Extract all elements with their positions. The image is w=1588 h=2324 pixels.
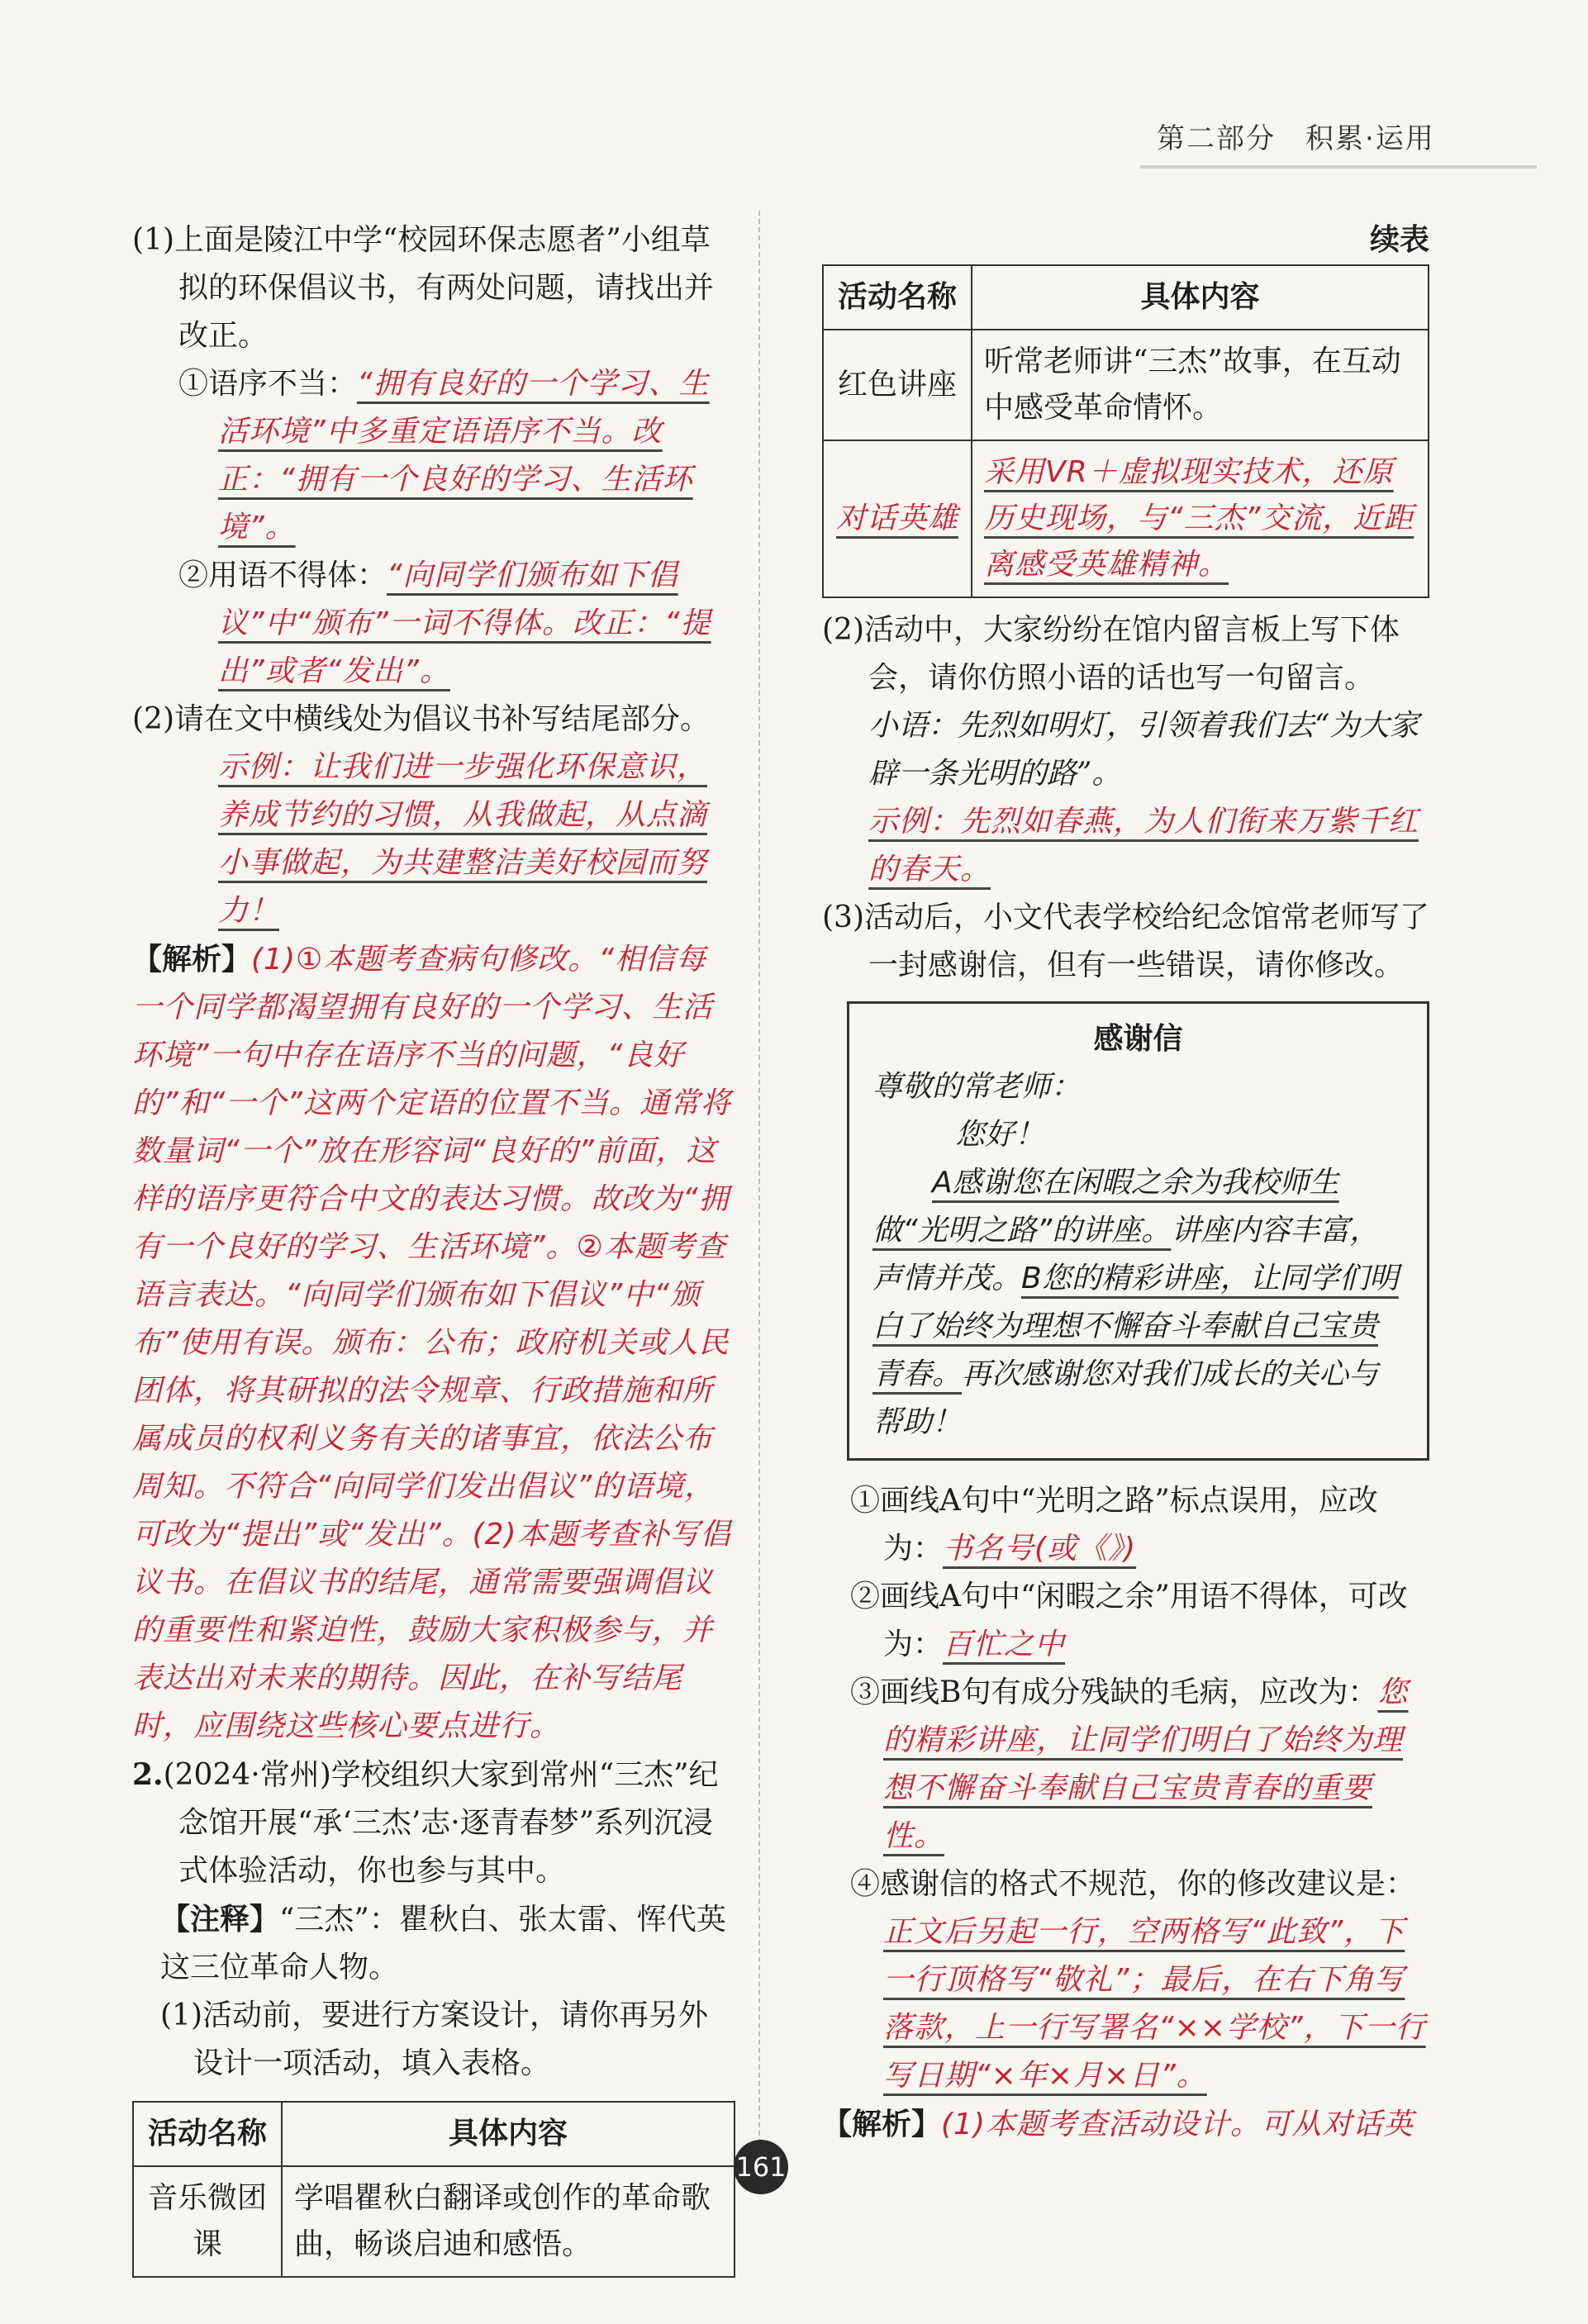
q2-stem bbox=[132, 1751, 735, 1895]
analysis-label-2: 【解析】 bbox=[822, 2107, 942, 2141]
continued-label: 续表 bbox=[1369, 223, 1429, 257]
q1-1-a bbox=[132, 360, 735, 552]
q2-1-stem: (1)活动前，要进行方案设计，请你再另外设计一项活动，填入表格。 bbox=[160, 1998, 708, 2080]
analysis-1 bbox=[132, 935, 735, 1751]
activity-table bbox=[132, 2101, 735, 2278]
q2-stem-text: (2024·常州)学校组织大家到常州“三杰”纪念馆开展“承‘三杰’志·逐青春梦”系列沉浸式体验活动，你也参与其中。 bbox=[163, 1758, 719, 1888]
sub-q2-answer: 百忙之中 bbox=[943, 1628, 1066, 1661]
letter-sentence-b: B您的精彩讲座，让同学们明白了始终为理想不懈奋斗奉献自己宝贵青春。 bbox=[872, 1262, 1399, 1391]
activity-name-answer: 对话英雄 bbox=[823, 440, 972, 597]
analysis-text-2: (1)本题考查活动设计。可从对话英 bbox=[941, 2108, 1414, 2141]
col-content: 具体内容 bbox=[282, 2102, 735, 2166]
analysis-label: 【解析】 bbox=[132, 942, 252, 977]
sub-q3 bbox=[822, 1669, 1429, 1861]
activity-table-continued bbox=[822, 264, 1429, 598]
q1-2-stem: (2)请在文中横线处为倡议书补写结尾部分。 bbox=[132, 702, 710, 736]
right-column bbox=[822, 216, 1429, 2149]
q1-1-a-label: ①语序不当： bbox=[178, 367, 358, 401]
letter-sentence-a: A感谢您在闲暇之余为我校师生做“光明之路”的讲座。 bbox=[872, 1166, 1339, 1248]
note-text: “三杰”：瞿秋白、张太雷、恽代英这三位革命人物。 bbox=[160, 1903, 726, 1984]
activity-name-cell: 红色讲座 bbox=[823, 330, 972, 440]
table-header-row bbox=[133, 2102, 735, 2166]
q1-1-b bbox=[132, 552, 735, 696]
q2-number: 2. bbox=[132, 1757, 164, 1792]
q2-2-answer: 示例：先烈如春燕，为人们衔来万紫千红的春天。 bbox=[868, 805, 1419, 886]
letter-title: 感谢信 bbox=[1093, 1022, 1183, 1056]
analysis-text: (1)①本题考查病句修改。“相信每一个同学都渴望拥有良好的一个学习、生活环境”一句中存在语序不当的问题，“良好的”和“一个”这两个定语的位置不当。通常将数量词“一个”放在形容词“良好的”前面，这样的语序更符合中文的表达习惯。故改为“拥有一个良好的学习、生活环境”。②本题考查语言表达。“向同学们颁布如下倡议”中“颁布”使用有误。颁布：公布；政府机关或人民团体，将其研拟的法令规章、行政措施和所属成员的权利义务有关的诸事宜，依法公布周知。不符合“向同学们发出倡议”的语境，可改为“提出”或“发出”。(2)本题考查补写倡议书。在倡议书的结尾，通常需要强调倡议的重要性和紧迫性，鼓励大家积极参与，并表达出对未来的期待。因此，在补写结尾时，应围绕这些核心要点进行。 bbox=[132, 943, 731, 1743]
q2-3-stem: (3)活动后，小文代表学校给纪念馆常老师写了一封感谢信，但有一些错误，请你修改。 bbox=[822, 901, 1429, 982]
table-row bbox=[823, 330, 1429, 440]
thank-you-letter bbox=[847, 1001, 1429, 1461]
sub-q2 bbox=[822, 1573, 1429, 1669]
col-activity-name: 活动名称 bbox=[133, 2102, 282, 2166]
q1-1-stem: (1)上面是陵江中学“校园环保志愿者”小组草拟的环保倡议书，有两处问题，请找出并改正。 bbox=[132, 223, 715, 353]
sub-q1-answer: 书名号(或《》) bbox=[943, 1532, 1137, 1566]
letter-end: 再次感谢您对我们成长的关心与帮助！ bbox=[872, 1357, 1379, 1439]
note bbox=[132, 1895, 735, 1992]
q2-2-example: 小语：先烈如明灯，引领着我们去“为大家辟一条光明的路”。 bbox=[868, 709, 1419, 791]
activity-content-cell: 听常老师讲“三杰”故事，在互动中感受革命情怀。 bbox=[972, 330, 1429, 440]
analysis-2 bbox=[822, 2100, 1429, 2149]
sub-q1-text: ①画线A句中“光明之路”标点误用，应改为： bbox=[850, 1484, 1378, 1566]
page-header: 第二部分 积累·运用 bbox=[1157, 122, 1435, 155]
col-activity-name: 活动名称 bbox=[823, 265, 972, 330]
letter-mid: 讲座内容丰富，声情并茂。 bbox=[872, 1214, 1380, 1295]
sub-q2-text: ②画线A句中“闲暇之余”用语不得体，可改为： bbox=[850, 1580, 1408, 1661]
sub-q4 bbox=[822, 1861, 1429, 2100]
q2-2-stem: (2)活动中，大家纷纷在馆内留言板上写下体会，请你仿照小语的话也写一句留言。 bbox=[822, 613, 1400, 695]
sub-q1 bbox=[822, 1477, 1429, 1573]
q1-1-b-label: ②用语不得体： bbox=[178, 558, 387, 592]
q1-2-answer: 示例：让我们进一步强化环保意识，养成节约的习惯，从我做起，从点滴小事做起，为共建整洁美好校园而努力！ bbox=[218, 750, 708, 928]
activity-content-cell: 学唱瞿秋白翻译或创作的革命歌曲，畅谈启迪和感悟。 bbox=[282, 2166, 735, 2277]
table-row bbox=[133, 2166, 735, 2277]
table-row bbox=[823, 440, 1429, 597]
letter-hello: 您好！ bbox=[955, 1118, 1045, 1152]
letter-body bbox=[872, 1159, 1404, 1447]
sub-q3-text: ③画线B句有成分残缺的毛病，应改为： bbox=[850, 1675, 1378, 1709]
note-label: 【注释】 bbox=[160, 1902, 280, 1937]
sub-q4-answer: 正文后另起一行，空两格写“此致”，下一行顶格写“敬礼”；最后，在右下角写落款，上一行写署名“××学校”，下一行写日期“×年×月×日”。 bbox=[883, 1915, 1426, 2093]
sub-q4-text: ④感谢信的格式不规范，你的修改建议是： bbox=[850, 1867, 1416, 1901]
left-column bbox=[132, 216, 735, 2278]
q1-1-a-answer: “拥有良好的一个学习、生活环境”中多重定语语序不当。改正：“拥有一个良好的学习、生活环境”。 bbox=[218, 367, 710, 544]
page-number: 161 bbox=[734, 2140, 788, 2194]
col-content: 具体内容 bbox=[972, 265, 1429, 330]
letter-greeting: 尊敬的常老师： bbox=[872, 1070, 1082, 1104]
q1-1-b-answer: “向同学们颁布如下倡议”中“颁布”一词不得体。改正：“提出”或者“发出”。 bbox=[218, 558, 711, 688]
activity-content-answer: 采用VR＋虚拟现实技术，还原历史现场，与“三杰”交流，近距离感受英雄精神。 bbox=[972, 440, 1429, 597]
header-rule bbox=[1140, 165, 1537, 169]
activity-name-cell: 音乐微团课 bbox=[133, 2166, 282, 2277]
table-header-row bbox=[823, 265, 1429, 330]
sub-q3-answer: 您的精彩讲座，让同学们明白了始终为理想不懈奋斗奉献自己宝贵青春的重要性。 bbox=[883, 1675, 1409, 1853]
column-divider bbox=[758, 211, 760, 2177]
